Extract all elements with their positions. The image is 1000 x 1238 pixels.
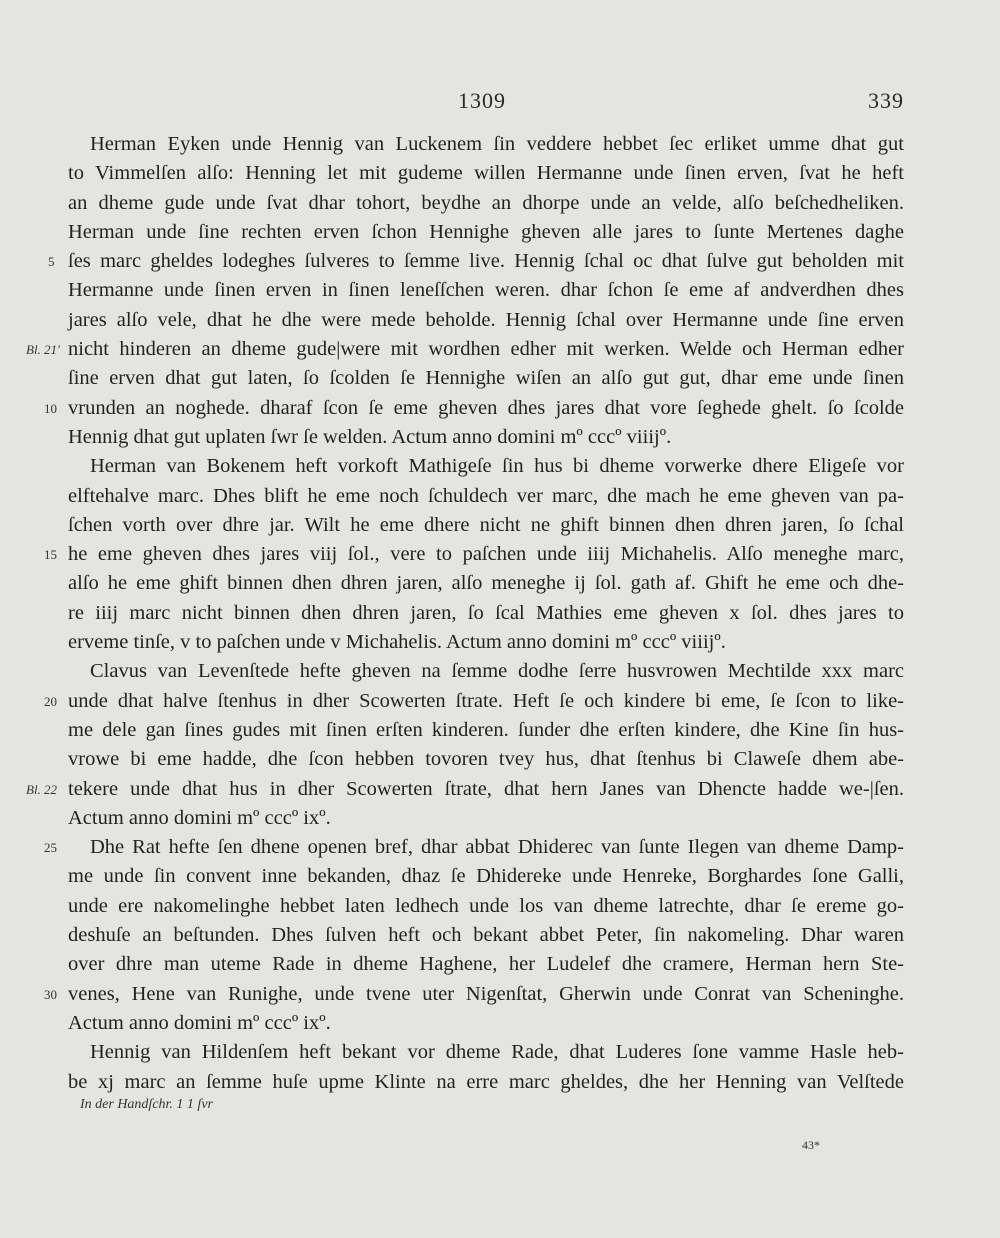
line-number: 15 <box>44 547 57 563</box>
text-line-content: to Vimmelſen alſo: Henning let mit gudeme willen Hermanne unde ſinen erven, ſvat he heft <box>68 162 904 185</box>
text-line-content: vrowe bi eme hadde, dhe ſcon hebben tovoren tvey hus, dhat ſtenhus bi Claweſe dhem abe- <box>68 748 904 771</box>
text-line <box>68 1009 904 1038</box>
text-line <box>68 423 904 452</box>
text-line <box>68 452 904 481</box>
text-line-content: Hermanne unde ſinen erven in ſinen leneſſchen weren. dhar ſchon ſe eme af andverdhen dhes <box>68 279 904 302</box>
text-line <box>44 980 904 1009</box>
text-line-content: Hennig van Hildenſem heft bekant vor dheme Rade, dhat Luderes ſone vamme Hasle heb- <box>90 1041 904 1064</box>
line-number: 10 <box>44 400 57 416</box>
text-line-content: ſine erven dhat gut laten, ſo ſcolden ſe Hennighe wiſen an alſo gut gut, dhar eme unde ſinen <box>68 367 904 390</box>
text-line-content: venes, Hene van Runighe, unde tvene uter Nigenſtat, Gherwin unde Conrat van Scheninghe. <box>68 982 904 1005</box>
text-line <box>68 921 904 950</box>
text-line-content: unde dhat halve ſtenhus in dher Scowerten ſtrate. Heft ſe och kindere bi eme, ſe ſcon to like- <box>68 689 904 712</box>
folio-marginal-note: Bl. 22 <box>26 781 58 797</box>
text-line <box>68 657 904 686</box>
text-line <box>68 159 904 188</box>
text-line-content: he eme gheven dhes jares viij ſol., vere to paſchen unde iiij Michahelis. Alſo meneghe marc, <box>68 543 904 566</box>
text-line-content: vrunden an noghede. dharaf ſcon ſe eme gheven dhes jares dhat vore ſeghede ghelt. ſo ſcolde <box>68 396 904 419</box>
text-line <box>68 716 904 745</box>
text-line-content: an dheme gude unde ſvat dhar tohort, beydhe an dhorpe unde an velde, alſo beſchedheliken. <box>68 191 904 214</box>
text-line-content: unde ere nakomelinghe hebbet laten ledhech unde los van dheme latrechte, dhar ſe ereme go- <box>68 894 904 917</box>
text-line-content: deshuſe an beſtunden. Dhes ſulven heft och bekant abbet Peter, ſin nakomeling. Dhar waren <box>68 924 904 947</box>
text-line-content: jares alſo vele, dhat he dhe were mede beholde. Hennig ſchal over Hermanne unde ſine erven <box>68 308 904 331</box>
printer-signature: 43* <box>802 1138 820 1152</box>
text-line <box>68 306 904 335</box>
text-line <box>68 364 904 393</box>
footnote: In der Handſchr. 1 1 ſvr <box>80 1097 213 1112</box>
text-line <box>68 892 904 921</box>
text-line-content: Dhe Rat hefte ſen dhene openen bref, dhar abbat Dhiderec van ſunte Ilegen van dheme Damp- <box>90 836 904 859</box>
text-line-content: Actum anno domini mº cccº ixº. <box>68 1011 331 1034</box>
body-text <box>26 130 904 1097</box>
line-number: 20 <box>44 693 57 709</box>
text-line-content: Herman unde ſine rechten erven ſchon Hennighe gheven alle jares to ſunte Mertenes daghe <box>68 220 904 243</box>
text-line-content: me dele gan ſines gudes mit ſinen erſten kinderen. ſunder dhe erſten kindere, dhe Kine ſin hus- <box>68 718 904 741</box>
text-line-content: Herman van Bokenem heft vorkoft Mathigeſe ſin hus bi dheme vorwerke dhere Eligeſe vor <box>90 455 904 478</box>
text-line <box>44 540 904 569</box>
text-line-content: elftehalve marc. Dhes blift he eme noch ſchuldech ver marc, dhe mach he eme gheven van pa- <box>68 484 904 507</box>
text-line-content: ſes marc gheldes lodeghes ſulveres to ſemme live. Hennig ſchal oc dhat ſulve gut beholden mit <box>68 250 904 273</box>
text-line-content: nicht hinderen an dheme gude|were mit wordhen edher mit werken. Welde och Herman edher <box>68 338 904 361</box>
text-line <box>68 862 904 891</box>
text-line <box>68 1038 904 1067</box>
text-line <box>68 218 904 247</box>
text-line <box>68 189 904 218</box>
text-line-content: me unde ſin convent inne bekanden, dhaz ſe Dhidereke unde Henreke, Borghardes ſone Galli, <box>68 865 904 888</box>
text-line <box>68 276 904 305</box>
text-line-content: Herman Eyken unde Hennig van Luckenem ſin veddere hebbet ſec erliket umme dhat gut <box>90 133 904 155</box>
page-number: 339 <box>868 88 904 113</box>
line-number: 30 <box>44 986 57 1002</box>
text-line <box>26 775 904 804</box>
text-line <box>68 1068 904 1097</box>
text-line <box>44 687 904 716</box>
text-line-content: re iiij marc nicht binnen dhen dhren jaren, ſo ſcal Mathies eme gheven x ſol. dhes jares to <box>68 601 904 624</box>
text-line-content: over dhre man uteme Rade in dheme Haghene, her Ludelef dhe cramere, Herman hern Ste- <box>68 953 904 976</box>
text-line <box>68 569 904 598</box>
text-line-content: erveme tinſe, v to paſchen unde v Michahelis. Actum anno domini mº cccº viiijº. <box>68 631 726 654</box>
text-line <box>26 335 904 364</box>
text-line-content: be xj marc an ſemme huſe upme Klinte na erre marc gheldes, dhe her Henning van Velſtede <box>68 1070 904 1093</box>
text-line <box>68 482 904 511</box>
text-line <box>68 511 904 540</box>
running-head-year: 1309 <box>458 88 506 113</box>
text-line <box>48 247 904 276</box>
text-line <box>44 833 904 862</box>
text-line-content: tekere unde dhat hus in dher Scowerten ſtrate, dhat hern Janes van Dhencte hadde we-|ſen. <box>68 777 904 800</box>
text-line-content: Hennig dhat gut uplaten ſwr ſe welden. Actum anno domini mº cccº viiijº. <box>68 425 672 448</box>
text-line-content: ſchen vorth over dhre jar. Wilt he eme dhere nicht ne ghift binnen dhen dhren jaren, ſo ſchal <box>68 513 904 536</box>
text-line <box>68 804 904 833</box>
folio-marginal-note: Bl. 21' <box>26 342 60 358</box>
text-line-content: Actum anno domini mº cccº ixº. <box>68 806 331 829</box>
line-number: 5 <box>48 254 55 270</box>
text-line <box>68 130 904 159</box>
text-line <box>68 599 904 628</box>
text-line <box>68 628 904 657</box>
text-line-content: alſo he eme ghift binnen dhen dhren jaren, alſo meneghe ij ſol. gath af. Ghift he eme och dhe- <box>68 572 904 595</box>
text-line <box>68 950 904 979</box>
line-number: 25 <box>44 840 57 856</box>
text-line <box>44 394 904 423</box>
text-line <box>68 745 904 774</box>
text-line-content: Clavus van Levenſtede hefte gheven na ſemme dodhe ſerre husvrowen Mechtilde xxx marc <box>90 660 904 683</box>
